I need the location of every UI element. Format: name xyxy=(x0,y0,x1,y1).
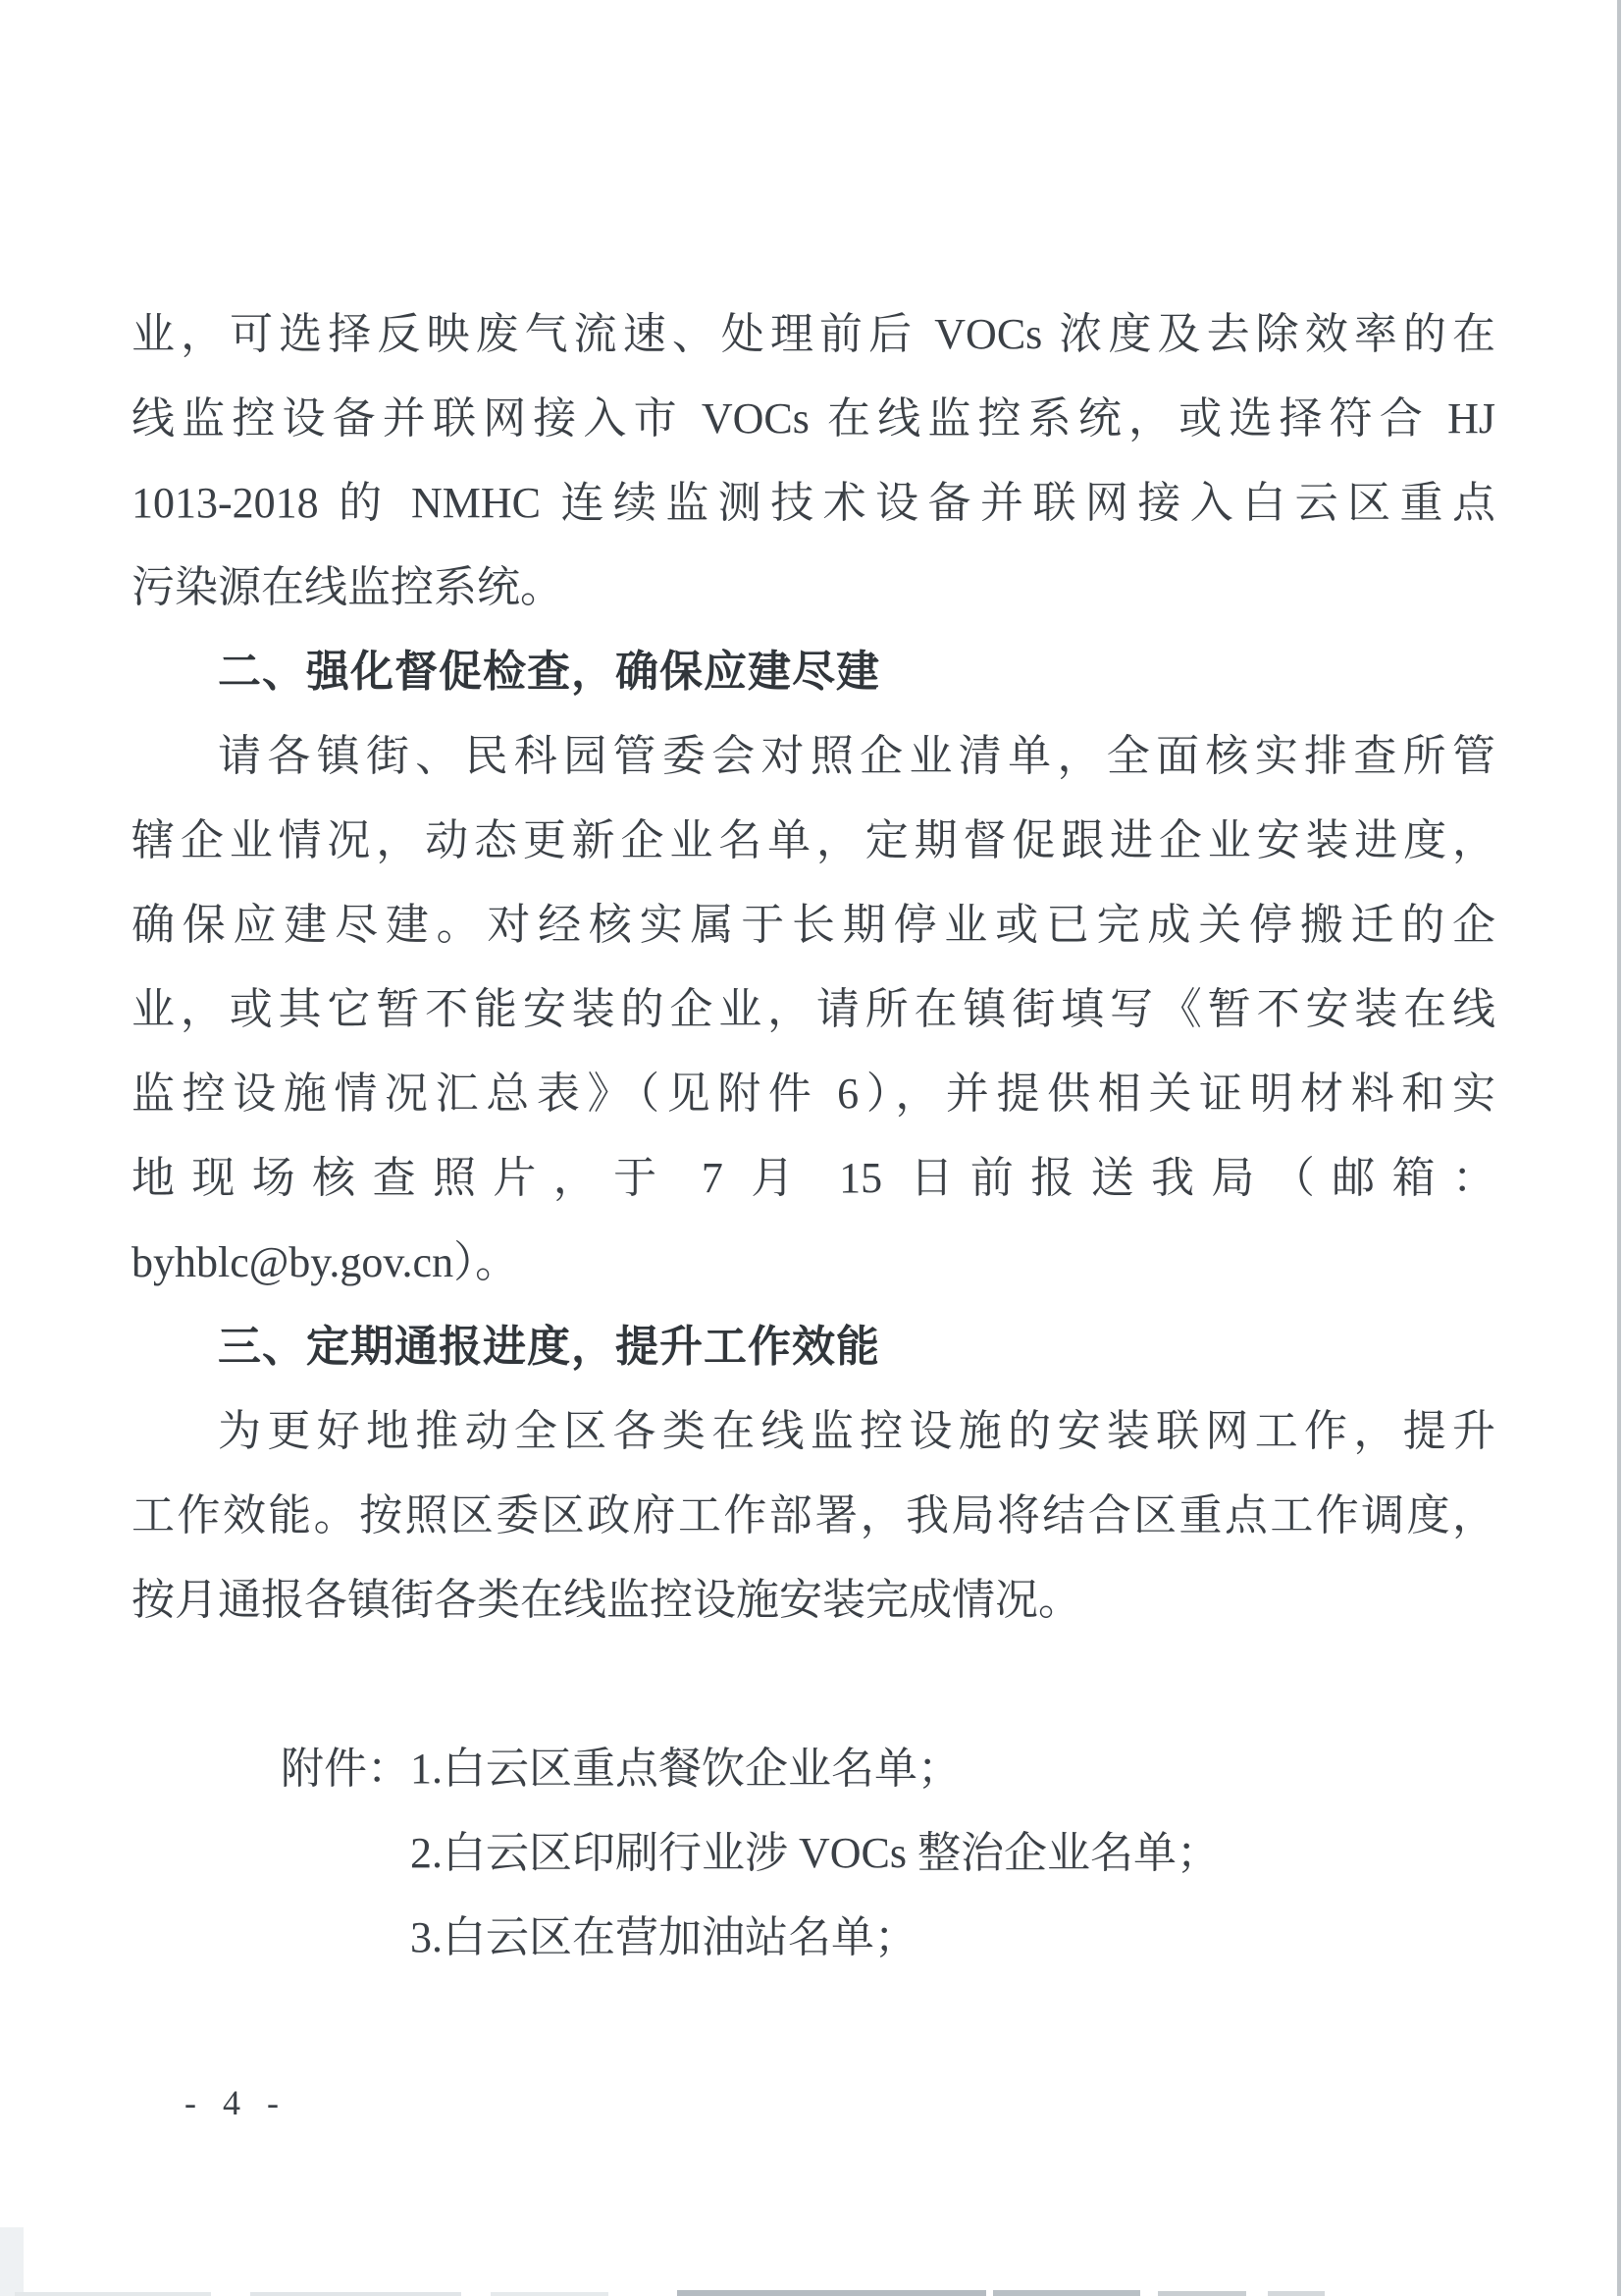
page-number: - 4 - xyxy=(184,2083,288,2122)
document-body xyxy=(131,292,1495,1980)
text-line: 业，可选择反映废气流速、处理前后 VOCs 浓度及去除效率的在 xyxy=(131,310,1495,358)
text-line: 1013-2018 的 NMHC 连续监测技术设备并联网接入白云区重点 xyxy=(131,479,1495,527)
scan-artifact xyxy=(250,2292,461,2296)
text-line: 线监控设备并联网接入市 VOCs 在线监控系统，或选择符合 HJ xyxy=(131,394,1495,443)
section-heading-2: 二、强化督促检查，确保应建尽建 xyxy=(218,648,880,696)
scan-artifact xyxy=(15,2292,211,2296)
text-line: 地现场核查照片，于 7 月 15 日前报送我局（邮箱： xyxy=(131,1154,1495,1202)
attachments-line-1 xyxy=(281,1727,1495,1811)
text-line: 工作效能。按照区委区政府工作部署，我局将结合区重点工作调度， xyxy=(131,1491,1495,1539)
scan-artifact xyxy=(677,2290,986,2296)
scan-edge-shadow xyxy=(1617,0,1621,2296)
section-heading-3: 三、定期通报进度，提升工作效能 xyxy=(218,1323,880,1371)
text-line: 污染源在线监控系统。 xyxy=(131,563,563,611)
blank-line xyxy=(131,1643,1495,1727)
text-line: 监控设施情况汇总表》（见附件 6），并提供相关证明材料和实 xyxy=(131,1070,1495,1118)
scan-artifact xyxy=(993,2290,1140,2296)
text-line: 为更好地推动全区各类在线监控设施的安装联网工作，提升 xyxy=(218,1407,1495,1455)
attachment-item: 1.白云区重点餐饮企业名单； xyxy=(410,1745,961,1793)
scan-artifact xyxy=(1268,2291,1325,2296)
attachments-label: 附件： xyxy=(281,1745,410,1793)
text-line: 请各镇街、民科园管委会对照企业清单，全面核实排查所管 xyxy=(218,732,1495,780)
scan-artifact xyxy=(1158,2291,1246,2296)
text-line: byhblc@by.gov.cn）。 xyxy=(131,1238,519,1286)
scan-artifact xyxy=(0,2227,24,2296)
text-line: 确保应建尽建。对经核实属于长期停业或已完成关停搬迁的企 xyxy=(131,901,1495,949)
scan-artifact xyxy=(491,2292,608,2296)
attachments-line-2: 2.白云区印刷行业涉 VOCs 整治企业名单； xyxy=(410,1829,1221,1877)
text-line: 辖企业情况，动态更新企业名单，定期督促跟进企业安装进度， xyxy=(131,816,1495,864)
text-line: 按月通报各镇街各类在线监控设施安装完成情况。 xyxy=(131,1576,1081,1624)
attachments-line-3: 3.白云区在营加油站名单； xyxy=(410,1913,917,1961)
text-line: 业，或其它暂不能安装的企业，请所在镇街填写《暂不安装在线 xyxy=(131,985,1495,1033)
